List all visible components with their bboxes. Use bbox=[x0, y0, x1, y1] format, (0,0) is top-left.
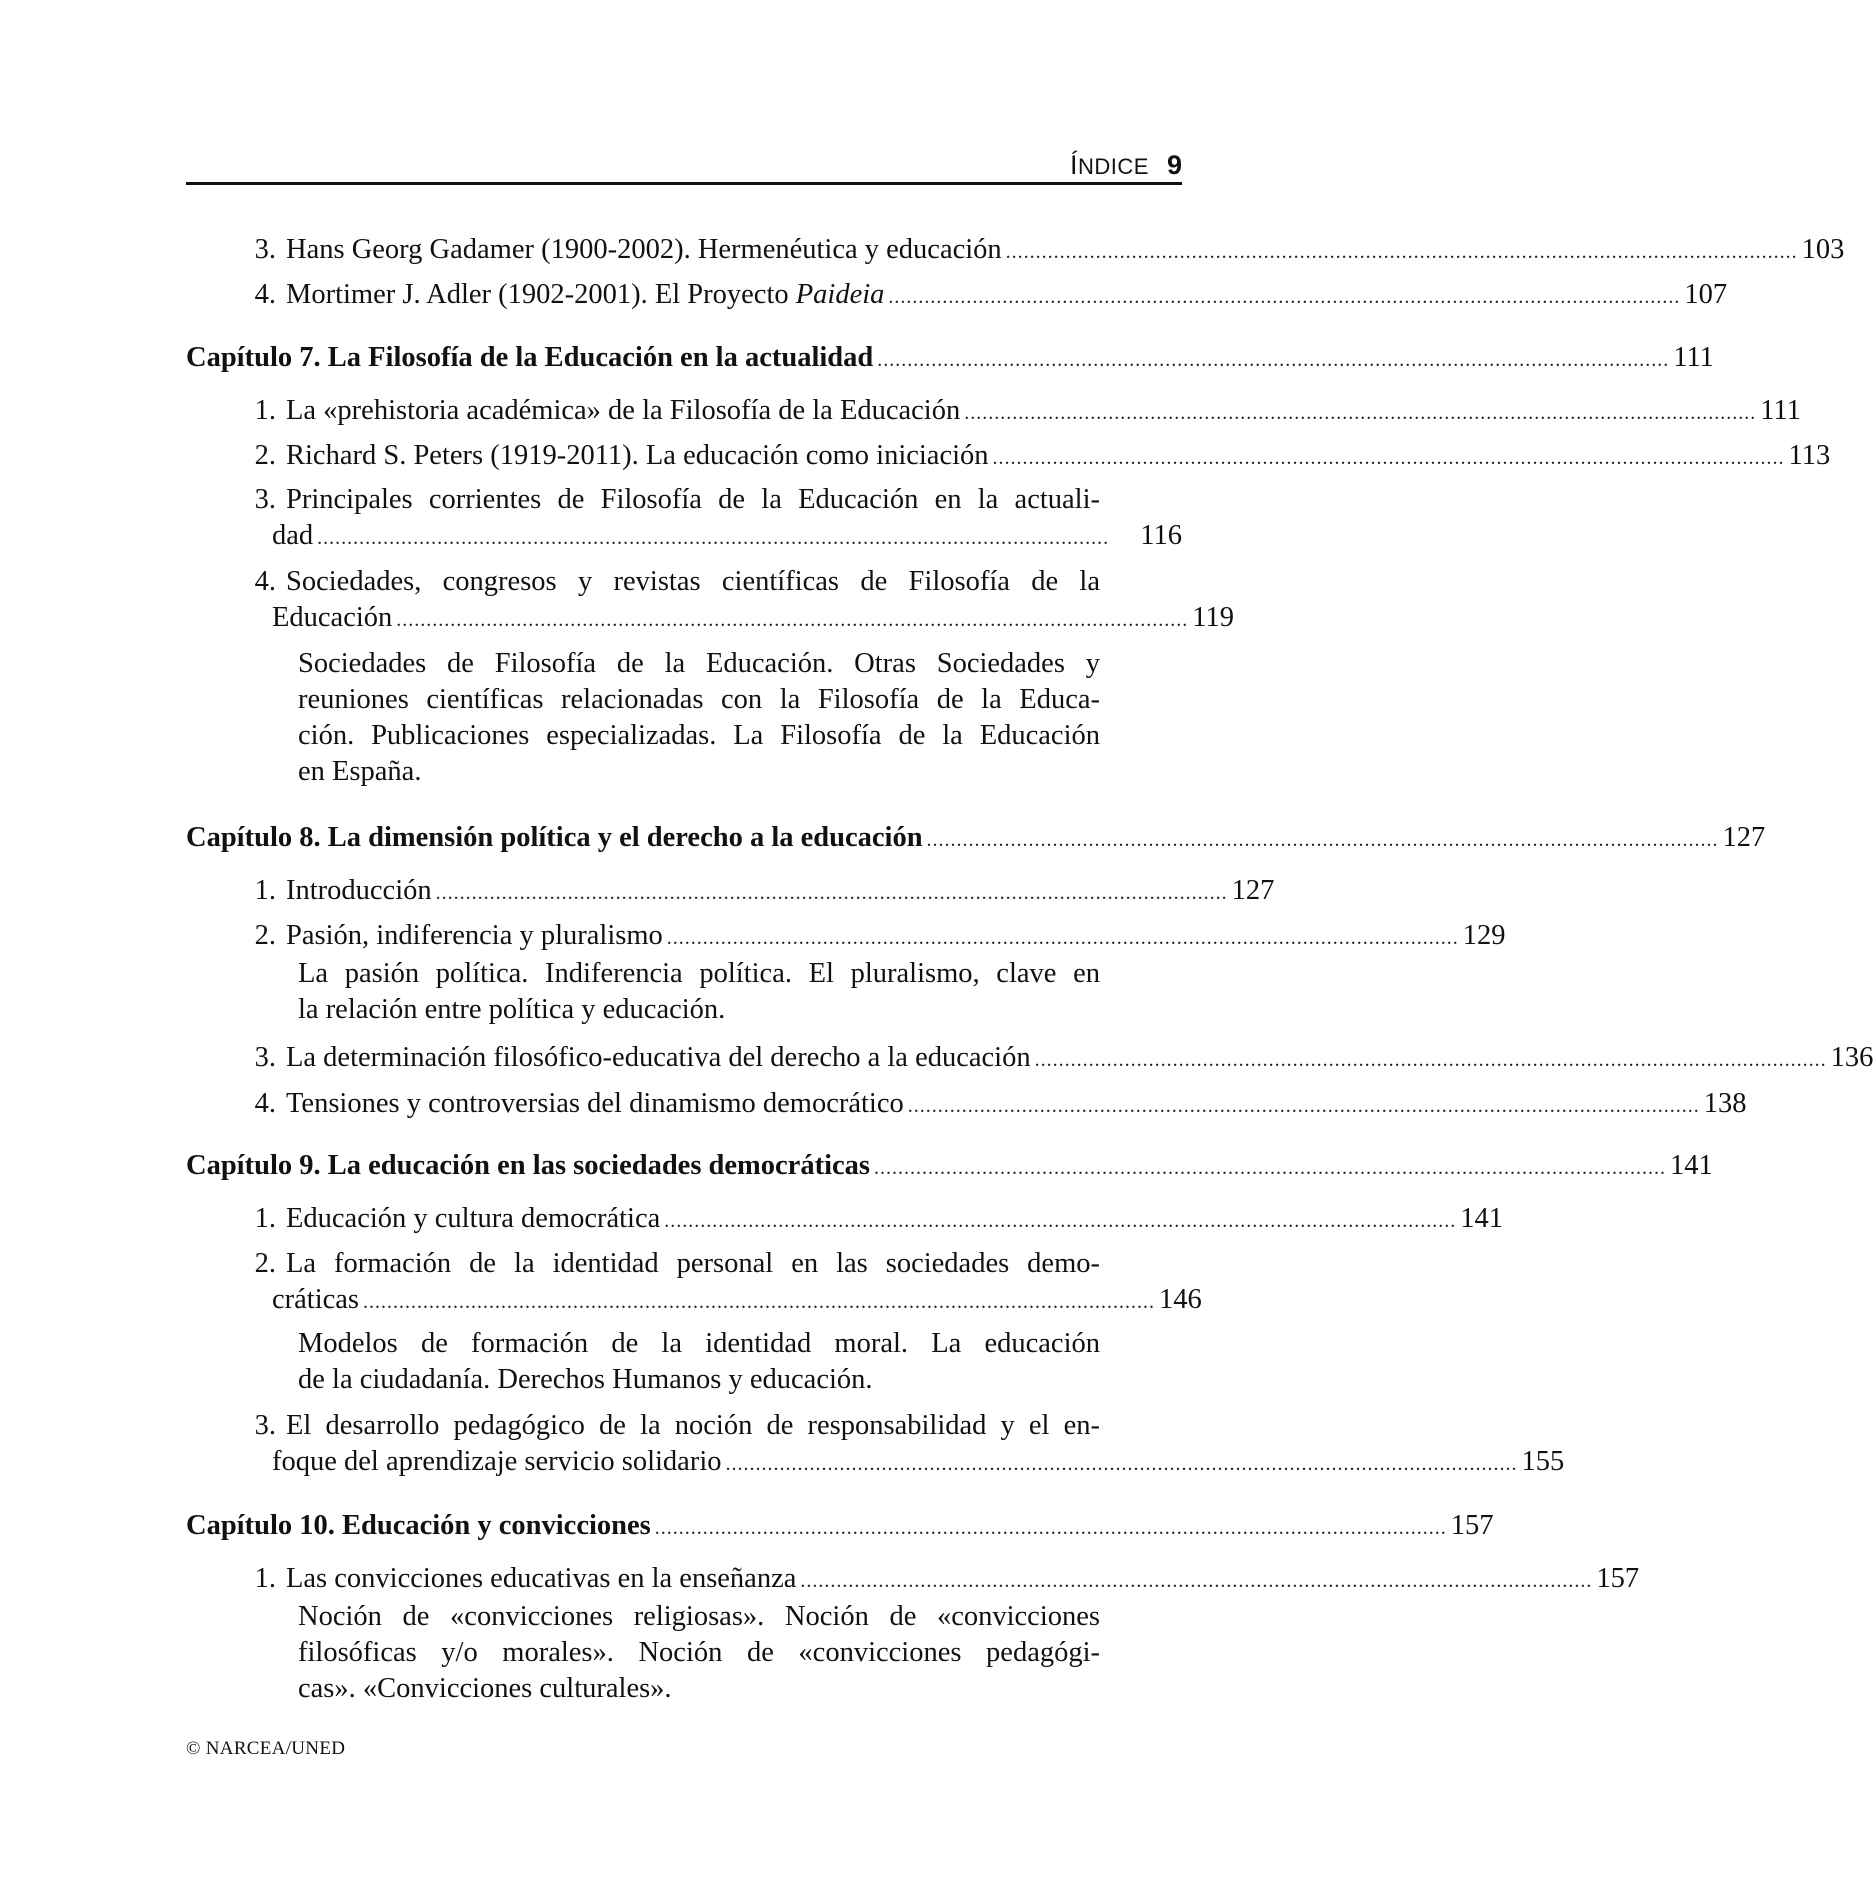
dot-leader: .................................................................................................................................... bbox=[874, 1157, 1666, 1179]
toc-entry-title: Tensiones y controversias del dinamismo democrático bbox=[286, 1088, 904, 1119]
toc-entry-title: El desarrollo pedagógico de la noción de responsabilidad y el en- bbox=[286, 1410, 1100, 1441]
toc-page-number: 116 bbox=[1140, 520, 1182, 551]
toc-entry-continuation: Educación .................................................................................................................................... 119 bbox=[272, 600, 1182, 638]
toc-chapter-title: Capítulo 9. La educación en las sociedades democráticas bbox=[186, 1150, 870, 1181]
dot-leader: .................................................................................................................................... bbox=[992, 447, 1785, 469]
copyright-footer: © NARCEA/UNED bbox=[186, 1738, 346, 1759]
dot-leader: .................................................................................................................................... bbox=[666, 927, 1459, 949]
dot-leader: .................................................................................................................................... bbox=[725, 1453, 1518, 1475]
toc-entry-title: La «prehistoria académica» de la Filosofía de la Educación bbox=[286, 395, 961, 426]
toc-chapter-title: Capítulo 8. La dimensión política y el derecho a la educación bbox=[186, 822, 923, 853]
toc-page-number: 127 bbox=[1231, 875, 1275, 906]
toc-entry: 1. Las convicciones educativas en la enseñanza .................................................................................................................................... 157 bbox=[234, 1561, 1182, 1599]
toc-entry-title: Educación y cultura democrática bbox=[286, 1203, 661, 1234]
dot-leader: .................................................................................................................................... bbox=[964, 402, 1757, 424]
toc-entry-title: Richard S. Peters (1919-2011). La educación como iniciación bbox=[286, 440, 989, 471]
toc-page-number: 129 bbox=[1462, 920, 1506, 951]
toc-entry: 4. Tensiones y controversias del dinamismo democrático .................................................................................................................................... 138 bbox=[234, 1086, 1182, 1124]
toc-chapter-title: Capítulo 7. La Filosofía de la Educación en la actualidad bbox=[186, 342, 874, 373]
dot-leader: .................................................................................................................................... bbox=[654, 1517, 1447, 1539]
toc-entry: 3. La determinación filosófico-educativa del derecho a la educación .................................................................................................................................... 136 bbox=[234, 1040, 1182, 1078]
toc-entry: 4. Mortimer J. Adler (1902-2001). El Proyecto Paideia .................................................................................................................................... 107 bbox=[234, 277, 1182, 315]
toc-entry: 4. Sociedades, congresos y revistas científicas de Filosofía de la bbox=[234, 564, 1100, 600]
header-section-title: ÍNDICE bbox=[1070, 150, 1149, 180]
running-header bbox=[186, 148, 1182, 185]
toc-entry-summary: Modelos de formación de la identidad moral. La educación de la ciudadanía. Derechos Humanos y educación. bbox=[298, 1328, 1100, 1395]
dot-leader: .................................................................................................................................... bbox=[907, 1095, 1700, 1117]
toc-page-number: 136 bbox=[1830, 1042, 1873, 1073]
toc-page-number: 103 bbox=[1801, 234, 1845, 265]
toc-entry-title: Pasión, indiferencia y pluralismo bbox=[286, 920, 663, 951]
toc-entry: 1. Introducción .................................................................................................................................... 127 bbox=[234, 873, 1182, 911]
toc-entry-continuation: cráticas .................................................................................................................................... 146 bbox=[272, 1282, 1182, 1320]
toc-entry: 1. Educación y cultura democrática .................................................................................................................................... 141 bbox=[234, 1201, 1182, 1239]
toc-chapter bbox=[186, 340, 1714, 378]
toc-page-number: 107 bbox=[1684, 279, 1728, 310]
toc-entry-continuation: dad .................................................................................................................................... 116 bbox=[272, 518, 1182, 556]
toc-entry-title-italic: Paideia bbox=[795, 279, 885, 310]
dot-leader: .................................................................................................................................... bbox=[1034, 1049, 1827, 1071]
toc-chapter bbox=[186, 1508, 1494, 1546]
toc-entry-summary: La pasión política. Indiferencia política. El pluralismo, clave en la relación entre política y educación. bbox=[298, 958, 1100, 1025]
toc-page-number: 119 bbox=[1192, 602, 1234, 633]
dot-leader: .................................................................................................................................... bbox=[926, 829, 1719, 851]
header-page-number: 9 bbox=[1166, 150, 1182, 180]
toc-page-number: 111 bbox=[1673, 342, 1714, 373]
toc-page-number: 138 bbox=[1703, 1088, 1747, 1119]
toc-page-number: 141 bbox=[1460, 1203, 1504, 1234]
dot-leader: .................................................................................................................................... bbox=[800, 1570, 1593, 1592]
toc-page-number: 157 bbox=[1596, 1563, 1640, 1594]
toc-entry-title: Las convicciones educativas en la enseñanza bbox=[286, 1563, 797, 1594]
toc-entry: 2. La formación de la identidad personal en las sociedades demo- bbox=[234, 1246, 1100, 1282]
toc-entry-title: La determinación filosófico-educativa del derecho a la educación bbox=[286, 1042, 1031, 1073]
toc-entry-title: Hans Georg Gadamer (1900-2002). Hermenéutica y educación bbox=[286, 234, 1002, 265]
toc-entry-title: Principales corrientes de Filosofía de la Educación en la actuali- bbox=[286, 484, 1100, 515]
toc-entry: 2. Pasión, indiferencia y pluralismo .................................................................................................................................... 129 bbox=[234, 918, 1182, 956]
toc-page-number: 157 bbox=[1450, 1510, 1494, 1541]
dot-leader: .................................................................................................................................... bbox=[396, 609, 1189, 631]
dot-leader: .................................................................................................................................... bbox=[317, 527, 1110, 549]
toc-entry-title: Mortimer J. Adler (1902-2001). El Proyecto bbox=[286, 279, 796, 310]
dot-leader: .................................................................................................................................... bbox=[1005, 241, 1798, 263]
toc-entry-title: La formación de la identidad personal en las sociedades demo- bbox=[286, 1248, 1100, 1279]
toc-entry: 1. La «prehistoria académica» de la Filosofía de la Educación .................................................................................................................................... 111 bbox=[234, 393, 1182, 431]
toc-entry-title: Introducción bbox=[286, 875, 432, 906]
dot-leader: .................................................................................................................................... bbox=[664, 1210, 1457, 1232]
toc-chapter bbox=[186, 820, 1766, 858]
dot-leader: .................................................................................................................................... bbox=[363, 1291, 1156, 1313]
toc-chapter-title: Capítulo 10. Educación y convicciones bbox=[186, 1510, 651, 1541]
toc-entry-title: Sociedades, congresos y revistas científicas de Filosofía de la bbox=[286, 566, 1100, 597]
toc-page-number: 127 bbox=[1722, 822, 1766, 853]
dot-leader: .................................................................................................................................... bbox=[888, 286, 1681, 308]
toc-page-number: 113 bbox=[1788, 440, 1831, 471]
toc-entry-continuation: foque del aprendizaje servicio solidario .................................................................................................................................... 155 bbox=[272, 1444, 1182, 1482]
toc-page-number: 155 bbox=[1521, 1446, 1565, 1477]
dot-leader: .................................................................................................................................... bbox=[435, 882, 1228, 904]
toc-page-number: 111 bbox=[1760, 395, 1801, 426]
toc-chapter bbox=[186, 1148, 1713, 1186]
toc-page-number: 146 bbox=[1159, 1284, 1202, 1315]
toc-page-number: 141 bbox=[1670, 1150, 1713, 1181]
dot-leader: .................................................................................................................................... bbox=[877, 349, 1670, 371]
toc-entry: 2. Richard S. Peters (1919-2011). La educación como iniciación .................................................................................................................................... 113 bbox=[234, 438, 1182, 476]
toc-entry: 3. Principales corrientes de Filosofía de la Educación en la actuali- bbox=[234, 482, 1100, 518]
toc-entry-summary: Sociedades de Filosofía de la Educación. Otras Sociedades y reuniones científicas relacionadas con la Filosofía de la Educa- ción. Publicaciones especializadas. La Filosofía de la Educación en España. bbox=[298, 648, 1100, 787]
toc-entry: 3. Hans Georg Gadamer (1900-2002). Hermenéutica y educación .................................................................................................................................... 103 bbox=[234, 232, 1182, 270]
toc-entry-summary: Noción de «convicciones religiosas». Noción de «convicciones filosóficas y/o morales». Noción de «convicciones pedagógi- cas». «Convicciones culturales». bbox=[298, 1601, 1100, 1704]
toc-entry: 3. El desarrollo pedagógico de la noción de responsabilidad y el en- bbox=[234, 1408, 1100, 1444]
